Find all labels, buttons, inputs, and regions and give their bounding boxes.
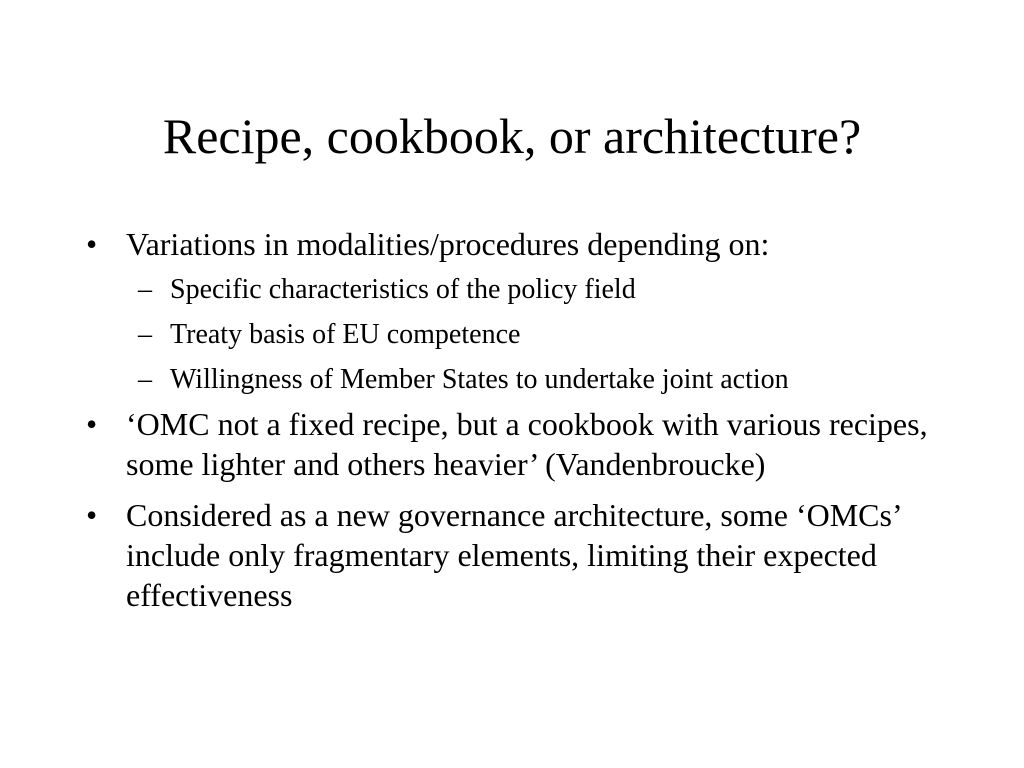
bullet-item	[0, 495, 1024, 615]
sub-bullet-item	[126, 272, 954, 308]
sub-bullet-marker: –	[138, 319, 152, 350]
sub-bullet-text: Specific characteristics of the policy field	[170, 274, 636, 305]
bullet-marker: •	[86, 226, 98, 262]
sub-bullet-marker: –	[138, 364, 152, 395]
bullet-text: Variations in modalities/procedures depending on:	[126, 226, 770, 262]
sub-bullet-item	[126, 362, 954, 398]
bullet-text: ‘OMC not a fixed recipe, but a cookbook with various recipes, some lighter and others heavier’ (Vandenbroucke)	[126, 406, 928, 482]
sub-bullet-item	[126, 317, 954, 353]
bullet-marker: •	[86, 497, 98, 533]
sub-bullet-marker: –	[138, 274, 152, 305]
bullet-text: Considered as a new governance architecture, some ‘OMCs’ include only fragmentary elements, limiting their expected effectiveness	[126, 497, 901, 613]
sub-bullet-text: Willingness of Member States to undertake joint action	[170, 364, 789, 395]
sub-bullet-text: Treaty basis of EU competence	[170, 319, 521, 350]
bullet-item	[0, 224, 1024, 398]
slide-title: Recipe, cookbook, or architecture?	[162, 108, 862, 164]
bullet-list	[0, 224, 1024, 626]
sub-bullet-list	[126, 272, 954, 398]
bullet-item	[0, 404, 1024, 484]
bullet-marker: •	[86, 406, 98, 442]
